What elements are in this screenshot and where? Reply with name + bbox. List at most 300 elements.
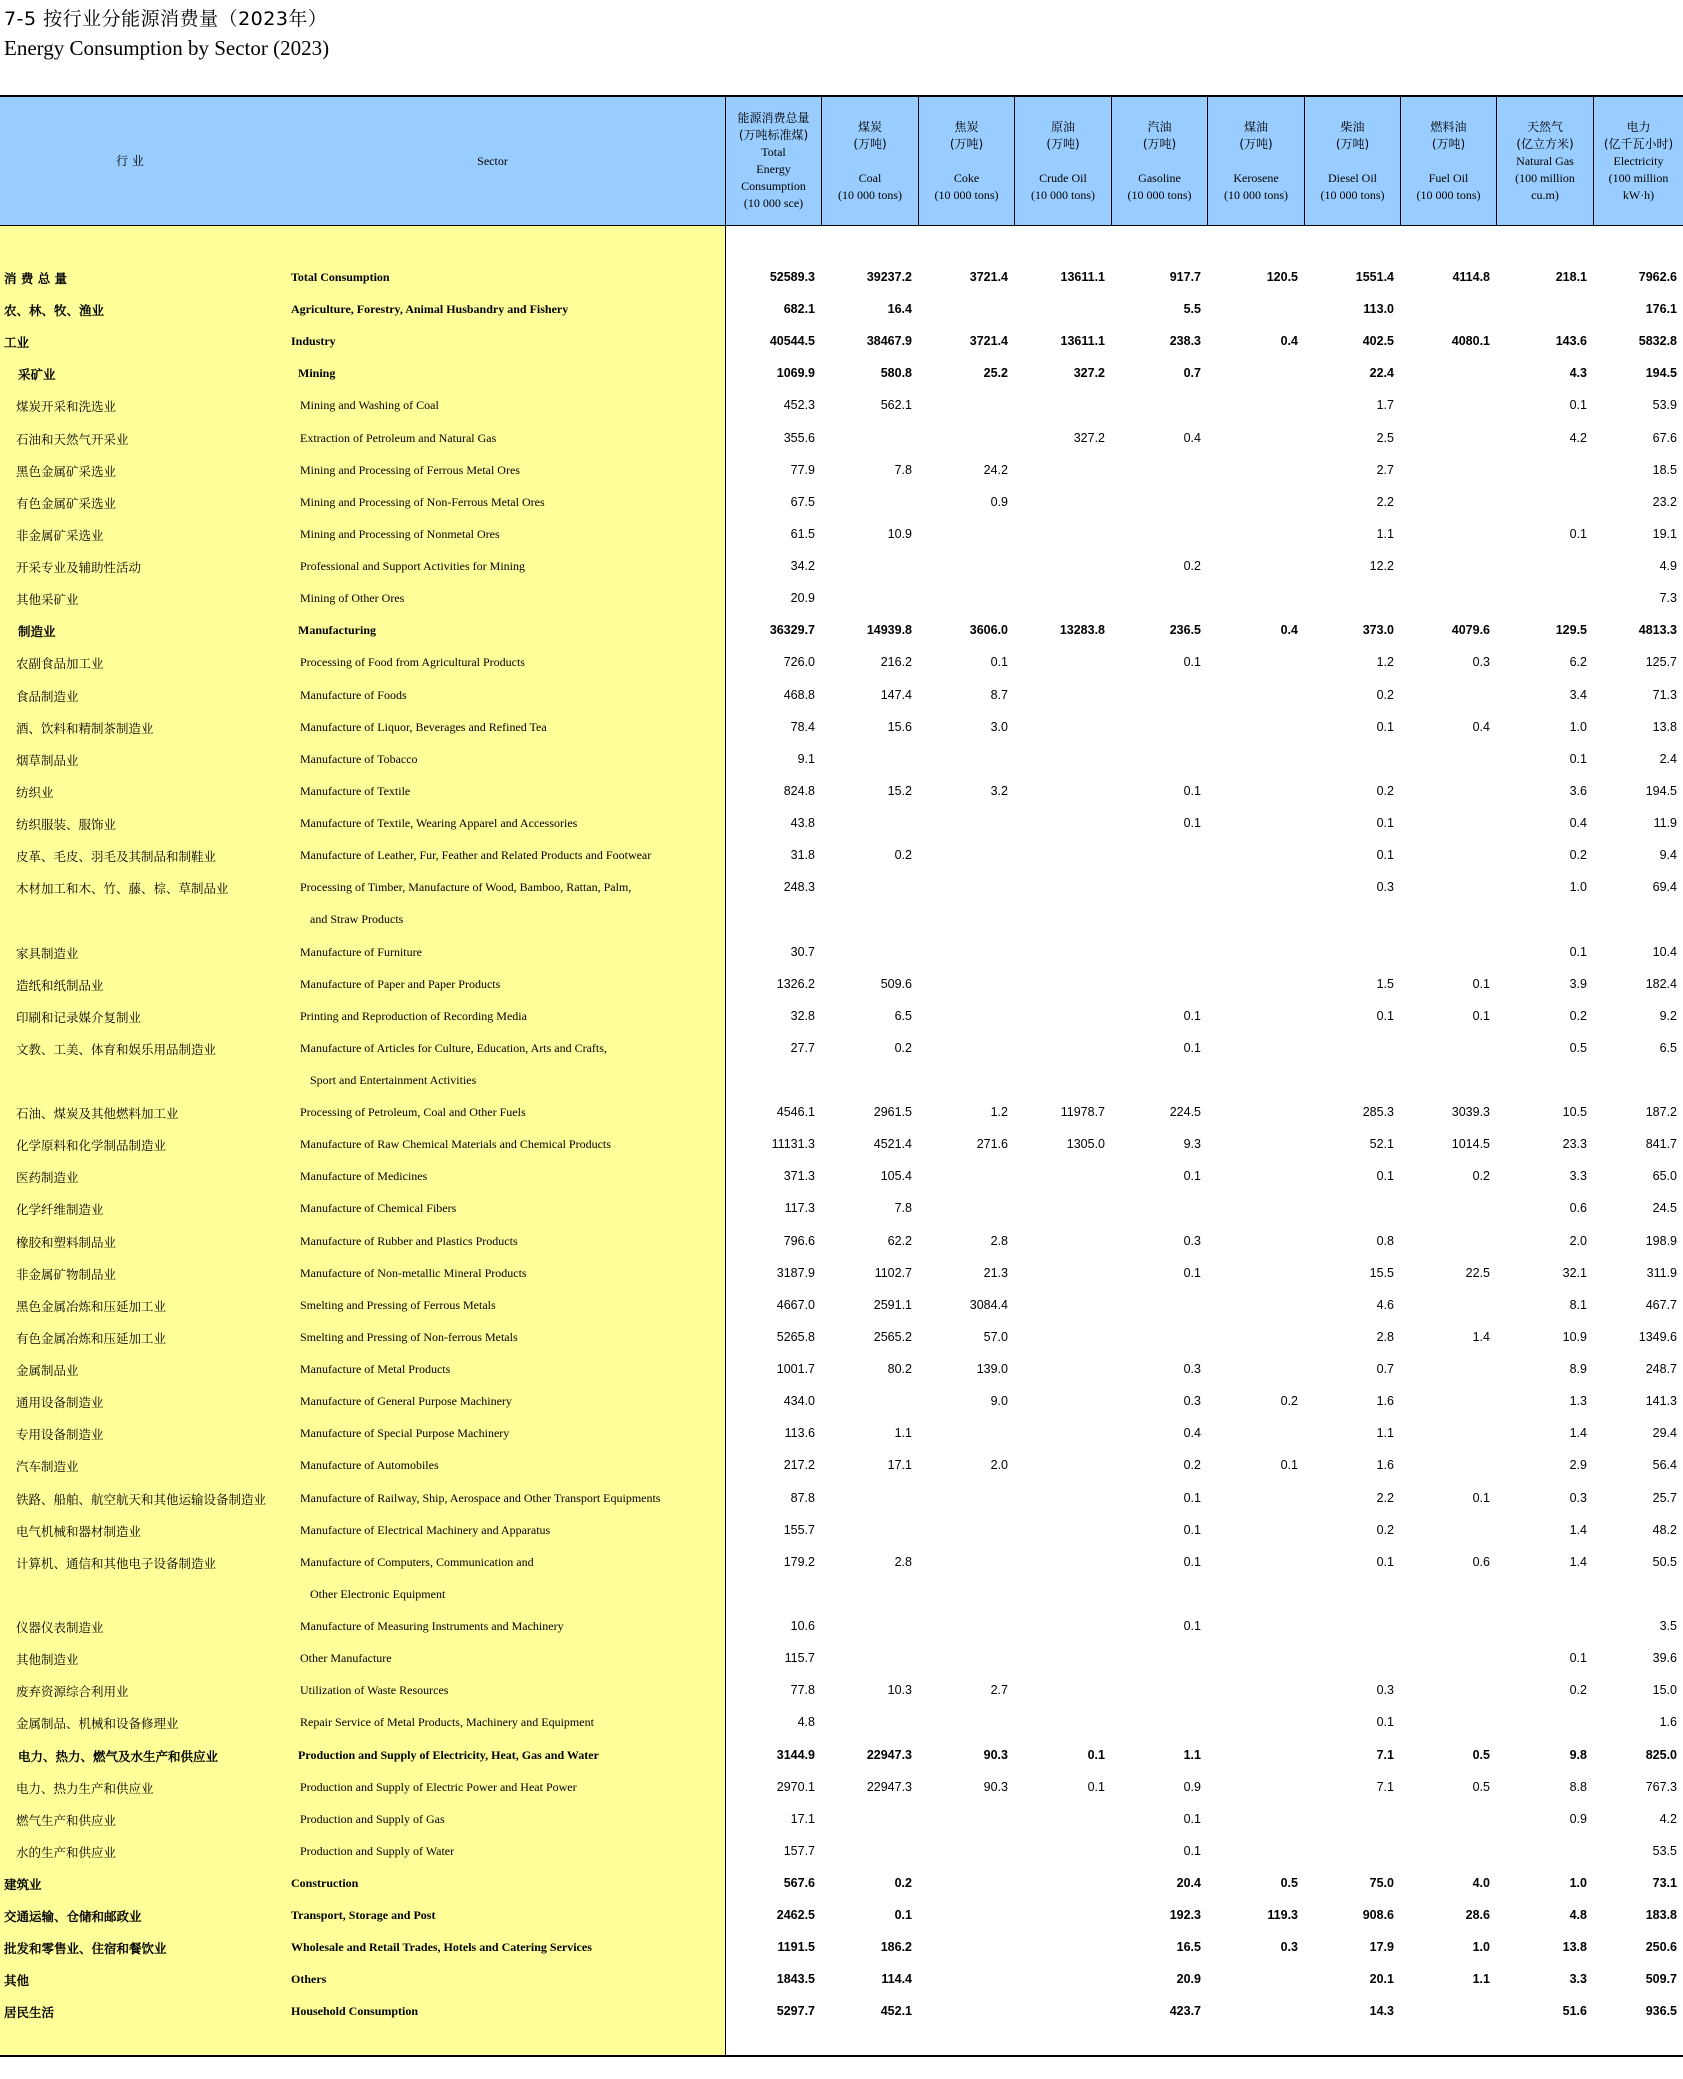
header-col-diesel-oil-line: 柴油 bbox=[1340, 119, 1365, 134]
cell-fuel-oil: 1014.5 bbox=[1451, 1137, 1490, 1152]
row-sector-cn: 通用设备制造业 bbox=[16, 1395, 104, 1411]
cell-total: 2462.5 bbox=[776, 1908, 815, 1923]
row-sector-en: Manufacture of Computers, Communication and bbox=[300, 1554, 534, 1569]
cell-gasoline: 0.1 bbox=[1183, 1554, 1201, 1569]
cell-electricity: 182.4 bbox=[1645, 976, 1677, 991]
table-row bbox=[0, 838, 1683, 870]
cell-electricity: 248.7 bbox=[1645, 1362, 1677, 1377]
table-row bbox=[0, 774, 1683, 806]
cell-coal: 562.1 bbox=[880, 398, 912, 413]
cell-crude-oil: 0.1 bbox=[1087, 1747, 1105, 1762]
row-sector-cn: 农副食品加工业 bbox=[16, 656, 104, 672]
cell-total: 36329.7 bbox=[769, 623, 815, 638]
cell-coke: 1.2 bbox=[990, 1105, 1008, 1120]
cell-diesel-oil: 1.6 bbox=[1376, 1394, 1394, 1409]
cell-diesel-oil: 1.6 bbox=[1376, 1458, 1394, 1473]
cell-coal: 22947.3 bbox=[866, 1747, 912, 1762]
row-sector-cn: 电力、热力、燃气及水生产和供应业 bbox=[18, 1748, 219, 1764]
cell-coal: 4521.4 bbox=[873, 1137, 912, 1152]
cell-natural-gas: 129.5 bbox=[1555, 623, 1587, 638]
cell-coke: 3606.0 bbox=[969, 623, 1008, 638]
row-sector-cn: 铁路、船舶、航空航天和其他运输设备制造业 bbox=[16, 1491, 267, 1507]
cell-kerosene: 120.5 bbox=[1266, 270, 1298, 284]
cell-electricity: 39.6 bbox=[1652, 1651, 1677, 1666]
header-sector-cn-label: 行 业 bbox=[116, 153, 144, 168]
header-col-coal-line bbox=[869, 153, 872, 170]
row-sector-cn: 汽车制造业 bbox=[16, 1459, 79, 1475]
row-sector-en: Manufacture of Electrical Machinery and Apparatus bbox=[300, 1522, 551, 1537]
cell-diesel-oil: 0.7 bbox=[1376, 1362, 1394, 1377]
cell-total: 217.2 bbox=[783, 1458, 815, 1473]
cell-diesel-oil: 0.1 bbox=[1376, 1008, 1394, 1023]
cell-coal: 6.5 bbox=[894, 1008, 912, 1023]
cell-total: 1326.2 bbox=[776, 976, 815, 991]
cell-gasoline: 236.5 bbox=[1169, 623, 1201, 638]
header-col-electricity-line: (100 million bbox=[1608, 170, 1669, 185]
row-sector-en: Mining and Processing of Ferrous Metal Ores bbox=[300, 462, 520, 477]
cell-natural-gas: 2.0 bbox=[1569, 1233, 1587, 1248]
header-col-electricity-line: (亿千瓦小时) bbox=[1603, 136, 1674, 151]
row-sector-en: Manufacture of Raw Chemical Materials and Chemical Products bbox=[300, 1137, 611, 1152]
cell-total: 3144.9 bbox=[776, 1747, 815, 1762]
cell-electricity: 250.6 bbox=[1645, 1940, 1677, 1955]
row-sector-en: Utilization of Waste Resources bbox=[300, 1683, 449, 1698]
table-row bbox=[0, 1320, 1683, 1352]
cell-coal: 39237.2 bbox=[866, 270, 912, 284]
cell-gasoline: 192.3 bbox=[1169, 1908, 1201, 1923]
cell-coal: 80.2 bbox=[887, 1362, 912, 1377]
cell-natural-gas: 3.3 bbox=[1569, 1169, 1587, 1184]
cell-electricity: 4.9 bbox=[1659, 559, 1677, 574]
cell-electricity: 53.9 bbox=[1652, 398, 1677, 413]
header-col-diesel-oil bbox=[1304, 97, 1400, 225]
table-row bbox=[0, 999, 1683, 1031]
cell-diesel-oil: 7.1 bbox=[1376, 1747, 1394, 1762]
cell-natural-gas: 6.2 bbox=[1569, 655, 1587, 670]
table-body bbox=[0, 226, 1683, 2057]
cell-total: 78.4 bbox=[790, 719, 815, 734]
row-sector-cn: 金属制品业 bbox=[16, 1363, 79, 1379]
cell-electricity: 3.5 bbox=[1659, 1619, 1677, 1634]
cell-electricity: 841.7 bbox=[1645, 1137, 1677, 1152]
cell-total: 9.1 bbox=[797, 751, 815, 766]
header-col-diesel-oil-line: (万吨) bbox=[1335, 136, 1370, 151]
row-sector-en: and Straw Products bbox=[310, 912, 404, 927]
row-sector-en: Manufacture of Special Purpose Machinery bbox=[300, 1426, 510, 1441]
cell-natural-gas: 218.1 bbox=[1555, 270, 1587, 284]
cell-fuel-oil: 0.1 bbox=[1472, 976, 1490, 991]
cell-kerosene: 0.4 bbox=[1280, 334, 1298, 349]
row-sector-en: Mining and Washing of Coal bbox=[300, 398, 439, 413]
header-col-electricity-line: 电力 bbox=[1626, 119, 1651, 134]
cell-gasoline: 0.1 bbox=[1183, 1843, 1201, 1858]
cell-natural-gas: 8.9 bbox=[1569, 1362, 1587, 1377]
table-title-cn: 7-5 按行业分能源消费量（2023年） bbox=[4, 8, 328, 30]
cell-natural-gas: 0.1 bbox=[1569, 1651, 1587, 1666]
row-sector-cn: 电力、热力生产和供应业 bbox=[16, 1780, 154, 1796]
cell-coal: 14939.8 bbox=[866, 623, 912, 638]
cell-fuel-oil: 1.0 bbox=[1472, 1940, 1490, 1955]
row-sector-en: Total Consumption bbox=[291, 270, 390, 284]
row-sector-en: Manufacture of Furniture bbox=[300, 944, 422, 959]
row-sector-en: Construction bbox=[291, 1876, 359, 1890]
cell-coal: 0.2 bbox=[894, 1876, 912, 1890]
cell-gasoline: 238.3 bbox=[1169, 334, 1201, 349]
cell-coal: 0.1 bbox=[894, 1908, 912, 1923]
row-sector-cn: 食品制造业 bbox=[16, 688, 79, 704]
header-sector-cn bbox=[0, 97, 260, 225]
cell-coal: 105.4 bbox=[880, 1169, 912, 1184]
cell-coal: 186.2 bbox=[880, 1940, 912, 1955]
cell-total: 824.8 bbox=[783, 783, 815, 798]
table-row bbox=[0, 485, 1683, 517]
cell-electricity: 176.1 bbox=[1645, 302, 1677, 317]
table-row bbox=[0, 581, 1683, 613]
header-col-coke-line: (10 000 tons) bbox=[934, 187, 999, 202]
cell-natural-gas: 8.8 bbox=[1569, 1779, 1587, 1794]
cell-fuel-oil: 22.5 bbox=[1465, 1265, 1490, 1280]
cell-electricity: 5832.8 bbox=[1638, 334, 1677, 349]
cell-electricity: 24.5 bbox=[1652, 1201, 1677, 1216]
row-sector-en: Manufacture of Railway, Ship, Aerospace and Other Transport Equipments bbox=[300, 1490, 661, 1505]
row-sector-en: Extraction of Petroleum and Natural Gas bbox=[300, 430, 497, 445]
table-row bbox=[0, 1481, 1683, 1513]
cell-diesel-oil: 0.1 bbox=[1376, 1554, 1394, 1569]
cell-crude-oil: 13283.8 bbox=[1059, 623, 1105, 638]
cell-electricity: 198.9 bbox=[1645, 1233, 1677, 1248]
cell-total: 1191.5 bbox=[777, 1940, 815, 1955]
cell-fuel-oil: 0.2 bbox=[1472, 1169, 1490, 1184]
cell-electricity: 187.2 bbox=[1645, 1105, 1677, 1120]
cell-natural-gas: 0.1 bbox=[1569, 398, 1587, 413]
cell-electricity: 50.5 bbox=[1652, 1554, 1677, 1569]
table-row bbox=[0, 1770, 1683, 1802]
cell-total: 34.2 bbox=[790, 559, 815, 574]
row-sector-cn: 有色金属冶炼和压延加工业 bbox=[16, 1330, 167, 1346]
cell-total: 1843.5 bbox=[776, 1972, 815, 1987]
table-row bbox=[0, 645, 1683, 677]
row-sector-cn: 橡胶和塑料制品业 bbox=[16, 1234, 117, 1250]
header-col-total-line: (10 000 sce) bbox=[743, 196, 804, 210]
cell-coke: 25.2 bbox=[983, 366, 1008, 381]
row-sector-cn: 纺织服装、服饰业 bbox=[16, 817, 117, 833]
row-sector-en: Manufacture of Automobiles bbox=[300, 1458, 439, 1473]
cell-fuel-oil: 4079.6 bbox=[1451, 623, 1490, 638]
header-col-total-line: Consumption bbox=[741, 179, 806, 193]
cell-crude-oil: 327.2 bbox=[1073, 366, 1105, 381]
cell-coal: 2591.1 bbox=[873, 1297, 912, 1312]
header-col-diesel-oil-line bbox=[1351, 153, 1354, 170]
cell-total: 4546.1 bbox=[776, 1105, 815, 1120]
row-sector-cn: 燃气生产和供应业 bbox=[16, 1812, 117, 1828]
cell-kerosene: 0.3 bbox=[1280, 1940, 1298, 1955]
row-sector-en: Sport and Entertainment Activities bbox=[310, 1073, 477, 1087]
cell-diesel-oil: 2.7 bbox=[1376, 462, 1394, 477]
cell-electricity: 194.5 bbox=[1645, 366, 1677, 381]
cell-electricity: 767.3 bbox=[1645, 1779, 1677, 1794]
row-sector-cn: 文教、工美、体育和娱乐用品制造业 bbox=[16, 1041, 217, 1057]
row-sector-en: Manufacture of Non-metallic Mineral Products bbox=[300, 1265, 527, 1280]
cell-coal: 17.1 bbox=[887, 1458, 912, 1473]
cell-crude-oil: 327.2 bbox=[1073, 430, 1105, 445]
table-row bbox=[0, 1834, 1683, 1866]
cell-gasoline: 917.7 bbox=[1169, 270, 1201, 284]
table-row bbox=[0, 356, 1683, 388]
row-sector-en: Production and Supply of Electric Power and Heat Power bbox=[300, 1779, 577, 1794]
cell-fuel-oil: 0.5 bbox=[1472, 1747, 1490, 1762]
cell-total: 4667.0 bbox=[776, 1297, 815, 1312]
cell-natural-gas: 4.3 bbox=[1569, 366, 1587, 381]
header-sector-en-label: Sector bbox=[477, 153, 508, 168]
row-sector-en: Manufacturing bbox=[298, 623, 376, 638]
cell-diesel-oil: 0.8 bbox=[1376, 1233, 1394, 1248]
cell-coal: 580.8 bbox=[880, 366, 912, 381]
table-row bbox=[0, 1673, 1683, 1705]
cell-natural-gas: 3.3 bbox=[1569, 1972, 1587, 1987]
cell-electricity: 4.2 bbox=[1659, 1811, 1677, 1826]
cell-coke: 24.2 bbox=[983, 462, 1008, 477]
table-row bbox=[0, 549, 1683, 581]
cell-diesel-oil: 0.1 bbox=[1376, 1715, 1394, 1730]
header-col-gasoline-line: (万吨) bbox=[1142, 136, 1177, 151]
cell-coke: 139.0 bbox=[976, 1362, 1008, 1377]
cell-electricity: 1349.6 bbox=[1638, 1329, 1677, 1344]
cell-diesel-oil: 0.2 bbox=[1376, 1522, 1394, 1537]
header-col-electricity-line: Electricity bbox=[1613, 153, 1664, 168]
header-col-kerosene-line bbox=[1255, 153, 1258, 170]
cell-electricity: 11.9 bbox=[1653, 816, 1677, 831]
cell-gasoline: 224.5 bbox=[1169, 1105, 1201, 1120]
cell-electricity: 7.3 bbox=[1659, 591, 1677, 606]
cell-natural-gas: 1.4 bbox=[1569, 1554, 1587, 1569]
cell-total: 726.0 bbox=[783, 655, 815, 670]
cell-gasoline: 5.5 bbox=[1183, 302, 1201, 317]
cell-natural-gas: 4.8 bbox=[1569, 1908, 1587, 1923]
cell-natural-gas: 3.6 bbox=[1569, 783, 1587, 798]
cell-diesel-oil: 2.2 bbox=[1376, 1490, 1394, 1505]
cell-coal: 38467.9 bbox=[866, 334, 912, 349]
cell-diesel-oil: 2.8 bbox=[1376, 1329, 1394, 1344]
cell-diesel-oil: 0.1 bbox=[1376, 1169, 1394, 1184]
cell-coke: 90.3 bbox=[983, 1779, 1008, 1794]
cell-total: 452.3 bbox=[783, 398, 815, 413]
cell-total: 117.3 bbox=[784, 1201, 815, 1216]
table-row bbox=[0, 1224, 1683, 1256]
header-col-natural-gas-line: (亿立方米) bbox=[1516, 136, 1574, 151]
cell-natural-gas: 51.6 bbox=[1562, 2004, 1587, 2019]
cell-electricity: 509.7 bbox=[1645, 1972, 1677, 1987]
cell-natural-gas: 0.1 bbox=[1569, 751, 1587, 766]
row-sector-cn: 非金属矿物制品业 bbox=[16, 1266, 117, 1282]
table-row bbox=[0, 678, 1683, 710]
cell-electricity: 65.0 bbox=[1652, 1169, 1677, 1184]
cell-diesel-oil: 908.6 bbox=[1362, 1908, 1394, 1923]
row-sector-en: Manufacture of Textile bbox=[300, 783, 411, 798]
cell-total: 1001.7 bbox=[776, 1362, 815, 1377]
header-col-gasoline-line bbox=[1158, 153, 1161, 170]
cell-crude-oil: 13611.1 bbox=[1060, 270, 1105, 284]
row-sector-en: Other Electronic Equipment bbox=[310, 1586, 446, 1601]
row-sector-cn: 金属制品、机械和设备修理业 bbox=[16, 1716, 179, 1732]
row-sector-en: Household Consumption bbox=[291, 2004, 419, 2019]
cell-gasoline: 0.2 bbox=[1183, 559, 1201, 574]
cell-total: 11131.3 bbox=[771, 1137, 815, 1152]
cell-electricity: 15.0 bbox=[1652, 1683, 1677, 1698]
row-sector-cn: 黑色金属矿采选业 bbox=[16, 463, 117, 479]
header-col-crude-oil-line: (10 000 tons) bbox=[1031, 187, 1095, 202]
row-sector-cn: 煤炭开采和洗选业 bbox=[16, 399, 117, 415]
cell-natural-gas: 8.1 bbox=[1569, 1297, 1587, 1312]
cell-gasoline: 1.1 bbox=[1183, 1747, 1201, 1762]
row-sector-cn: 石油、煤炭及其他燃料加工业 bbox=[16, 1106, 179, 1122]
row-sector-cn: 农、林、牧、渔业 bbox=[4, 303, 105, 319]
header-col-fuel-oil bbox=[1400, 97, 1496, 225]
row-sector-en: Manufacture of Paper and Paper Products bbox=[300, 976, 501, 991]
header-col-electricity bbox=[1593, 97, 1683, 225]
header-col-natural-gas-line: cu.m) bbox=[1531, 187, 1559, 202]
cell-diesel-oil: 2.5 bbox=[1376, 430, 1394, 445]
cell-natural-gas: 0.2 bbox=[1569, 848, 1587, 863]
cell-natural-gas: 3.9 bbox=[1569, 976, 1587, 991]
cell-coal: 2961.5 bbox=[873, 1105, 912, 1120]
table-row bbox=[0, 1191, 1683, 1223]
cell-gasoline: 16.5 bbox=[1176, 1940, 1201, 1955]
row-sector-cn: 家具制造业 bbox=[16, 945, 79, 961]
row-sector-en: Processing of Food from Agricultural Products bbox=[300, 655, 525, 670]
header-col-total-line: Energy bbox=[756, 162, 791, 176]
cell-natural-gas: 0.6 bbox=[1569, 1201, 1587, 1216]
row-sector-en: Manufacture of Leather, Fur, Feather and Related Products and Footwear bbox=[300, 848, 652, 863]
cell-diesel-oil: 7.1 bbox=[1376, 1779, 1394, 1794]
cell-electricity: 7962.6 bbox=[1638, 270, 1677, 284]
cell-fuel-oil: 4.0 bbox=[1472, 1876, 1490, 1890]
cell-coke: 3721.4 bbox=[969, 334, 1008, 349]
row-sector-cn: 造纸和纸制品业 bbox=[16, 977, 104, 993]
cell-gasoline: 0.9 bbox=[1183, 1779, 1201, 1794]
table-row bbox=[0, 1288, 1683, 1320]
table-row bbox=[0, 935, 1683, 967]
table-row bbox=[0, 324, 1683, 356]
cell-natural-gas: 13.8 bbox=[1562, 1940, 1587, 1955]
cell-fuel-oil: 0.4 bbox=[1472, 719, 1490, 734]
cell-coal: 1.1 bbox=[894, 1426, 912, 1441]
table-row bbox=[0, 388, 1683, 420]
row-sector-en: Manufacture of Metal Products bbox=[300, 1362, 451, 1377]
cell-fuel-oil: 1.4 bbox=[1472, 1329, 1490, 1344]
cell-coal: 7.8 bbox=[894, 1201, 912, 1216]
cell-coal: 2565.2 bbox=[873, 1329, 912, 1344]
cell-kerosene: 0.4 bbox=[1280, 623, 1298, 638]
cell-diesel-oil: 75.0 bbox=[1369, 1876, 1394, 1890]
cell-gasoline: 0.1 bbox=[1183, 655, 1201, 670]
cell-crude-oil: 1305.0 bbox=[1066, 1137, 1105, 1152]
cell-gasoline: 0.1 bbox=[1183, 1008, 1201, 1023]
cell-total: 567.6 bbox=[783, 1876, 815, 1890]
cell-coke: 2.8 bbox=[990, 1233, 1008, 1248]
table-row bbox=[0, 1031, 1683, 1063]
table-header bbox=[0, 95, 1683, 226]
cell-electricity: 73.1 bbox=[1652, 1876, 1677, 1890]
row-sector-cn: 专用设备制造业 bbox=[16, 1427, 104, 1443]
row-sector-cn: 建筑业 bbox=[4, 1877, 42, 1892]
row-sector-cn: 开采专业及辅助性活动 bbox=[16, 560, 142, 576]
cell-coke: 3084.4 bbox=[969, 1297, 1008, 1312]
table-row bbox=[0, 742, 1683, 774]
energy-table bbox=[0, 95, 1683, 2057]
row-sector-cn: 制造业 bbox=[18, 624, 56, 640]
row-sector-en: Printing and Reproduction of Recording Media bbox=[300, 1008, 527, 1023]
header-col-coke bbox=[918, 97, 1014, 225]
cell-total: 43.8 bbox=[790, 816, 815, 831]
header-col-gasoline-line: Gasoline bbox=[1138, 170, 1181, 185]
table-row bbox=[0, 292, 1683, 324]
cell-diesel-oil: 20.1 bbox=[1369, 1972, 1394, 1987]
header-col-diesel-oil-line: (10 000 tons) bbox=[1320, 187, 1385, 202]
cell-natural-gas: 1.3 bbox=[1569, 1394, 1587, 1409]
header-col-crude-oil-line: 原油 bbox=[1050, 119, 1075, 134]
cell-natural-gas: 1.4 bbox=[1569, 1426, 1587, 1441]
table-row bbox=[0, 260, 1683, 292]
header-col-crude-oil-line: Crude Oil bbox=[1039, 170, 1087, 185]
cell-total: 248.3 bbox=[783, 880, 815, 895]
cell-natural-gas: 4.2 bbox=[1569, 430, 1587, 445]
cell-coke: 0.1 bbox=[990, 655, 1008, 670]
row-sector-en: Smelting and Pressing of Non-ferrous Metals bbox=[300, 1329, 518, 1344]
row-sector-en: Manufacture of Liquor, Beverages and Refined Tea bbox=[300, 719, 547, 734]
cell-natural-gas: 0.9 bbox=[1569, 1811, 1587, 1826]
cell-fuel-oil: 4080.1 bbox=[1451, 334, 1490, 349]
cell-coke: 3.0 bbox=[990, 719, 1008, 734]
header-col-crude-oil-line: (万吨) bbox=[1046, 136, 1080, 151]
cell-fuel-oil: 0.6 bbox=[1472, 1554, 1490, 1569]
row-sector-cn: 水的生产和供应业 bbox=[16, 1844, 117, 1860]
row-sector-en: Mining and Processing of Nonmetal Ores bbox=[300, 526, 500, 541]
cell-gasoline: 0.3 bbox=[1183, 1362, 1201, 1377]
header-col-gasoline-line: (10 000 tons) bbox=[1127, 187, 1192, 202]
cell-electricity: 67.6 bbox=[1652, 430, 1677, 445]
cell-coke: 21.3 bbox=[983, 1265, 1008, 1280]
cell-electricity: 10.4 bbox=[1652, 944, 1677, 959]
cell-coal: 216.2 bbox=[880, 655, 912, 670]
cell-coal: 16.4 bbox=[887, 302, 912, 317]
cell-diesel-oil: 0.1 bbox=[1376, 816, 1394, 831]
header-col-kerosene-line: (万吨) bbox=[1239, 136, 1273, 151]
header-col-crude-oil bbox=[1014, 97, 1111, 225]
header-col-fuel-oil-line: 燃料油 bbox=[1430, 119, 1467, 134]
row-sector-cn: 印刷和记录媒介复制业 bbox=[16, 1009, 142, 1025]
row-sector-en: Manufacture of Foods bbox=[300, 687, 407, 702]
cell-coal: 2.8 bbox=[894, 1554, 912, 1569]
header-col-total-line: Total bbox=[761, 145, 786, 159]
row-sector-en: Wholesale and Retail Trades, Hotels and Catering Services bbox=[291, 1940, 592, 1955]
table-row bbox=[0, 1545, 1683, 1577]
row-sector-en: Professional and Support Activities for Mining bbox=[300, 559, 525, 574]
cell-total: 5297.7 bbox=[776, 2004, 815, 2019]
table-row bbox=[0, 1705, 1683, 1737]
cell-diesel-oil: 113.0 bbox=[1363, 302, 1394, 317]
cell-total: 4.8 bbox=[797, 1715, 815, 1730]
cell-coal: 509.6 bbox=[880, 976, 912, 991]
cell-electricity: 936.5 bbox=[1645, 2004, 1677, 2019]
table-row bbox=[0, 1962, 1683, 1994]
header-col-coal-line: (10 000 tons) bbox=[838, 187, 902, 202]
table-row bbox=[0, 421, 1683, 453]
header-col-coke-line bbox=[965, 153, 968, 170]
table-row bbox=[0, 870, 1683, 902]
cell-coal: 15.6 bbox=[887, 719, 912, 734]
table-row bbox=[0, 517, 1683, 549]
table-row bbox=[0, 1866, 1683, 1898]
